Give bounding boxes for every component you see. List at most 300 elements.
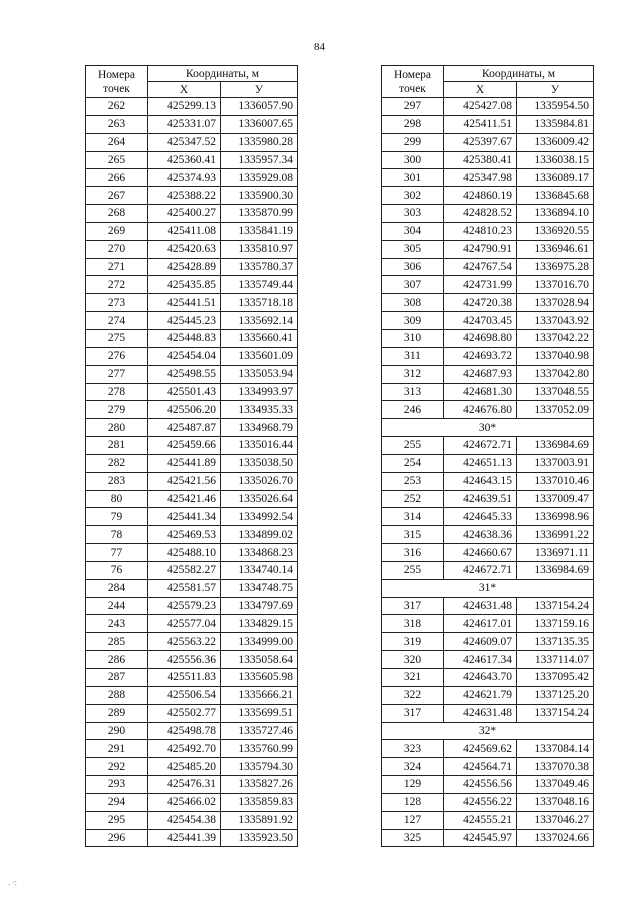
point-number: 271 xyxy=(86,258,148,276)
y-coordinate: 1335891.92 xyxy=(221,811,298,829)
table-row xyxy=(86,437,298,455)
x-coordinate: 425347.52 xyxy=(148,133,221,151)
table-row xyxy=(86,811,298,829)
table-row xyxy=(86,597,298,615)
x-coordinate: 424556.56 xyxy=(444,776,517,794)
page-number: 84 xyxy=(314,41,325,53)
point-number: 128 xyxy=(382,793,444,811)
x-coordinate: 424643.15 xyxy=(444,472,517,490)
point-number: 303 xyxy=(382,205,444,223)
x-coordinate: 424555.21 xyxy=(444,811,517,829)
x-coordinate: 425360.41 xyxy=(148,151,221,169)
point-number: 264 xyxy=(86,133,148,151)
x-coordinate: 425374.93 xyxy=(148,169,221,187)
x-coordinate: 425556.36 xyxy=(148,651,221,669)
y-coordinate: 1334935.33 xyxy=(221,401,298,419)
y-coordinate: 1337040.98 xyxy=(517,347,594,365)
point-number: 280 xyxy=(86,419,148,437)
point-number: 275 xyxy=(86,329,148,347)
point-number: 263 xyxy=(86,115,148,133)
point-number: 279 xyxy=(86,401,148,419)
point-number: 310 xyxy=(382,329,444,347)
point-number: 244 xyxy=(86,597,148,615)
point-number: 79 xyxy=(86,508,148,526)
header-y: У xyxy=(221,82,298,98)
point-number: 286 xyxy=(86,651,148,669)
table-row xyxy=(382,740,594,758)
table-row xyxy=(86,544,298,562)
table-row xyxy=(382,776,594,794)
y-coordinate: 1336975.28 xyxy=(517,258,594,276)
y-coordinate: 1335016.44 xyxy=(221,437,298,455)
point-number: 288 xyxy=(86,686,148,704)
x-coordinate: 424651.13 xyxy=(444,454,517,472)
x-coordinate: 424672.71 xyxy=(444,437,517,455)
table-row xyxy=(382,98,594,116)
y-coordinate: 1334797.69 xyxy=(221,597,298,615)
point-number: 129 xyxy=(382,776,444,794)
point-number: 292 xyxy=(86,758,148,776)
y-coordinate: 1336007.65 xyxy=(221,115,298,133)
x-coordinate: 424860.19 xyxy=(444,187,517,205)
point-number: 299 xyxy=(382,133,444,151)
x-coordinate: 425579.23 xyxy=(148,597,221,615)
table-row xyxy=(382,329,594,347)
x-coordinate: 424676.80 xyxy=(444,401,517,419)
y-coordinate: 1335727.46 xyxy=(221,722,298,740)
table-row xyxy=(86,686,298,704)
point-number: 307 xyxy=(382,276,444,294)
x-coordinate: 425388.22 xyxy=(148,187,221,205)
point-number: 262 xyxy=(86,98,148,116)
point-number: 305 xyxy=(382,240,444,258)
y-coordinate: 1337042.22 xyxy=(517,329,594,347)
table-row xyxy=(86,615,298,633)
table-row xyxy=(86,776,298,794)
y-coordinate: 1335026.70 xyxy=(221,472,298,490)
y-coordinate: 1337070.38 xyxy=(517,758,594,776)
table-row xyxy=(86,508,298,526)
table-body-left xyxy=(86,66,298,847)
table-row xyxy=(86,419,298,437)
point-number: 320 xyxy=(382,651,444,669)
table-row xyxy=(382,437,594,455)
point-number: 325 xyxy=(382,829,444,847)
x-coordinate: 424617.01 xyxy=(444,615,517,633)
table-row xyxy=(86,579,298,597)
point-number: 76 xyxy=(86,561,148,579)
y-coordinate: 1337048.16 xyxy=(517,793,594,811)
table-row xyxy=(382,115,594,133)
x-coordinate: 425506.20 xyxy=(148,401,221,419)
section-label: 31* xyxy=(382,579,594,597)
y-coordinate: 1335760.99 xyxy=(221,740,298,758)
point-number: 281 xyxy=(86,437,148,455)
table-row xyxy=(86,98,298,116)
point-number: 296 xyxy=(86,829,148,847)
point-number: 272 xyxy=(86,276,148,294)
y-coordinate: 1335605.98 xyxy=(221,669,298,687)
x-coordinate: 425380.41 xyxy=(444,151,517,169)
y-coordinate: 1335957.34 xyxy=(221,151,298,169)
y-coordinate: 1336894.10 xyxy=(517,205,594,223)
x-coordinate: 425448.83 xyxy=(148,329,221,347)
point-number: 290 xyxy=(86,722,148,740)
point-number: 80 xyxy=(86,490,148,508)
point-number: 300 xyxy=(382,151,444,169)
table-row xyxy=(382,401,594,419)
table-row xyxy=(382,811,594,829)
table-row xyxy=(382,829,594,847)
x-coordinate: 424621.79 xyxy=(444,686,517,704)
point-number: 77 xyxy=(86,544,148,562)
point-number: 276 xyxy=(86,347,148,365)
point-number: 298 xyxy=(382,115,444,133)
point-number: 277 xyxy=(86,365,148,383)
point-number: 254 xyxy=(382,454,444,472)
header-x: X xyxy=(148,82,221,98)
y-coordinate: 1335666.21 xyxy=(221,686,298,704)
x-coordinate: 424703.45 xyxy=(444,312,517,330)
point-number: 287 xyxy=(86,669,148,687)
table-row xyxy=(382,365,594,383)
y-coordinate: 1335859.83 xyxy=(221,793,298,811)
y-coordinate: 1336998.96 xyxy=(517,508,594,526)
table-row xyxy=(382,169,594,187)
table-row xyxy=(382,633,594,651)
x-coordinate: 424672.71 xyxy=(444,561,517,579)
point-number: 301 xyxy=(382,169,444,187)
table-row xyxy=(86,240,298,258)
point-number: 302 xyxy=(382,187,444,205)
x-coordinate: 424767.54 xyxy=(444,258,517,276)
x-coordinate: 424631.48 xyxy=(444,597,517,615)
point-number: 317 xyxy=(382,597,444,615)
table-row xyxy=(382,151,594,169)
table-row xyxy=(86,258,298,276)
table-row xyxy=(382,490,594,508)
point-number: 309 xyxy=(382,312,444,330)
y-coordinate: 1335794.30 xyxy=(221,758,298,776)
x-coordinate: 424556.22 xyxy=(444,793,517,811)
x-coordinate: 424681.30 xyxy=(444,383,517,401)
y-coordinate: 1334748.75 xyxy=(221,579,298,597)
y-coordinate: 1335058.64 xyxy=(221,651,298,669)
point-number: 308 xyxy=(382,294,444,312)
table-row xyxy=(382,615,594,633)
y-coordinate: 1336845.68 xyxy=(517,187,594,205)
x-coordinate: 424638.36 xyxy=(444,526,517,544)
table-row xyxy=(86,276,298,294)
coordinates-table-right xyxy=(381,65,594,847)
table-row xyxy=(382,205,594,223)
y-coordinate: 1337049.46 xyxy=(517,776,594,794)
x-coordinate: 425441.89 xyxy=(148,454,221,472)
table-row xyxy=(382,133,594,151)
y-coordinate: 1337159.16 xyxy=(517,615,594,633)
point-number: 312 xyxy=(382,365,444,383)
table-row xyxy=(86,401,298,419)
x-coordinate: 425454.04 xyxy=(148,347,221,365)
x-coordinate: 425347.98 xyxy=(444,169,517,187)
point-number: 78 xyxy=(86,526,148,544)
table-row xyxy=(86,329,298,347)
scan-marks: . ·: xyxy=(8,878,17,887)
x-coordinate: 424693.72 xyxy=(444,347,517,365)
table-row xyxy=(382,187,594,205)
header-coordinates: Координаты, м xyxy=(148,66,298,82)
table-row xyxy=(86,294,298,312)
table-row xyxy=(86,169,298,187)
header-y: У xyxy=(517,82,594,98)
x-coordinate: 424731.99 xyxy=(444,276,517,294)
y-coordinate: 1337010.46 xyxy=(517,472,594,490)
y-coordinate: 1334899.02 xyxy=(221,526,298,544)
y-coordinate: 1336038.15 xyxy=(517,151,594,169)
section-row xyxy=(382,722,594,740)
table-row xyxy=(86,205,298,223)
table-row xyxy=(86,793,298,811)
y-coordinate: 1337009.47 xyxy=(517,490,594,508)
table-row xyxy=(382,669,594,687)
y-coordinate: 1335923.50 xyxy=(221,829,298,847)
table-row xyxy=(86,222,298,240)
point-number: 267 xyxy=(86,187,148,205)
table-row xyxy=(86,312,298,330)
x-coordinate: 425421.46 xyxy=(148,490,221,508)
x-coordinate: 425563.22 xyxy=(148,633,221,651)
x-coordinate: 424645.33 xyxy=(444,508,517,526)
x-coordinate: 425411.08 xyxy=(148,222,221,240)
y-coordinate: 1336009.42 xyxy=(517,133,594,151)
table-row xyxy=(382,651,594,669)
y-coordinate: 1337154.24 xyxy=(517,597,594,615)
y-coordinate: 1334993.97 xyxy=(221,383,298,401)
y-coordinate: 1335692.14 xyxy=(221,312,298,330)
header-row xyxy=(382,66,594,82)
point-number: 265 xyxy=(86,151,148,169)
table-row xyxy=(382,758,594,776)
x-coordinate: 424564.71 xyxy=(444,758,517,776)
x-coordinate: 425411.51 xyxy=(444,115,517,133)
point-number: 266 xyxy=(86,169,148,187)
table-row xyxy=(86,365,298,383)
point-number: 289 xyxy=(86,704,148,722)
y-coordinate: 1337046.27 xyxy=(517,811,594,829)
y-coordinate: 1337095.42 xyxy=(517,669,594,687)
y-coordinate: 1337052.09 xyxy=(517,401,594,419)
point-number: 313 xyxy=(382,383,444,401)
table-row xyxy=(86,740,298,758)
x-coordinate: 424609.07 xyxy=(444,633,517,651)
y-coordinate: 1337042.80 xyxy=(517,365,594,383)
point-number: 246 xyxy=(382,401,444,419)
x-coordinate: 425581.57 xyxy=(148,579,221,597)
x-coordinate: 425459.66 xyxy=(148,437,221,455)
point-number: 255 xyxy=(382,561,444,579)
x-coordinate: 425441.51 xyxy=(148,294,221,312)
table-row xyxy=(86,633,298,651)
x-coordinate: 424631.48 xyxy=(444,704,517,722)
x-coordinate: 425476.31 xyxy=(148,776,221,794)
table-row xyxy=(86,651,298,669)
point-number: 323 xyxy=(382,740,444,758)
x-coordinate: 424639.51 xyxy=(444,490,517,508)
y-coordinate: 1335870.99 xyxy=(221,205,298,223)
y-coordinate: 1337003.91 xyxy=(517,454,594,472)
y-coordinate: 1335980.28 xyxy=(221,133,298,151)
table-row xyxy=(382,383,594,401)
point-number: 268 xyxy=(86,205,148,223)
x-coordinate: 424545.97 xyxy=(444,829,517,847)
point-number: 315 xyxy=(382,526,444,544)
table-row xyxy=(86,383,298,401)
point-number: 283 xyxy=(86,472,148,490)
y-coordinate: 1335699.51 xyxy=(221,704,298,722)
point-number: 291 xyxy=(86,740,148,758)
table-row xyxy=(382,508,594,526)
x-coordinate: 425427.08 xyxy=(444,98,517,116)
table-row xyxy=(86,454,298,472)
point-number: 314 xyxy=(382,508,444,526)
table-row xyxy=(382,472,594,490)
table-row xyxy=(86,187,298,205)
section-row xyxy=(382,579,594,597)
table-row xyxy=(382,526,594,544)
y-coordinate: 1336991.22 xyxy=(517,526,594,544)
y-coordinate: 1335929.08 xyxy=(221,169,298,187)
y-coordinate: 1335749.44 xyxy=(221,276,298,294)
y-coordinate: 1335601.09 xyxy=(221,347,298,365)
y-coordinate: 1334999.00 xyxy=(221,633,298,651)
table-row xyxy=(86,722,298,740)
x-coordinate: 425485.20 xyxy=(148,758,221,776)
point-number: 319 xyxy=(382,633,444,651)
y-coordinate: 1335053.94 xyxy=(221,365,298,383)
table-row xyxy=(382,312,594,330)
y-coordinate: 1336984.69 xyxy=(517,437,594,455)
point-number: 294 xyxy=(86,793,148,811)
x-coordinate: 424617.34 xyxy=(444,651,517,669)
point-number: 284 xyxy=(86,579,148,597)
x-coordinate: 424569.62 xyxy=(444,740,517,758)
point-number: 322 xyxy=(382,686,444,704)
y-coordinate: 1335900.30 xyxy=(221,187,298,205)
point-number: 316 xyxy=(382,544,444,562)
y-coordinate: 1337125.20 xyxy=(517,686,594,704)
point-number: 273 xyxy=(86,294,148,312)
y-coordinate: 1335660.41 xyxy=(221,329,298,347)
x-coordinate: 425445.23 xyxy=(148,312,221,330)
y-coordinate: 1335026.64 xyxy=(221,490,298,508)
x-coordinate: 425420.63 xyxy=(148,240,221,258)
header-row xyxy=(86,66,298,82)
table-row xyxy=(86,561,298,579)
y-coordinate: 1336946.61 xyxy=(517,240,594,258)
x-coordinate: 425498.78 xyxy=(148,722,221,740)
coordinates-table-left xyxy=(85,65,298,847)
y-coordinate: 1337114.07 xyxy=(517,651,594,669)
y-coordinate: 1334968.79 xyxy=(221,419,298,437)
x-coordinate: 424810.23 xyxy=(444,222,517,240)
table-row xyxy=(86,347,298,365)
point-number: 318 xyxy=(382,615,444,633)
table-row xyxy=(382,222,594,240)
table-row xyxy=(382,793,594,811)
header-x: X xyxy=(444,82,517,98)
x-coordinate: 425454.38 xyxy=(148,811,221,829)
table-row xyxy=(382,347,594,365)
y-coordinate: 1335827.26 xyxy=(221,776,298,794)
point-number: 317 xyxy=(382,704,444,722)
table-row xyxy=(382,561,594,579)
x-coordinate: 425487.87 xyxy=(148,419,221,437)
header-coordinates: Координаты, м xyxy=(444,66,594,82)
x-coordinate: 425511.83 xyxy=(148,669,221,687)
point-number: 321 xyxy=(382,669,444,687)
point-number: 293 xyxy=(86,776,148,794)
y-coordinate: 1337048.55 xyxy=(517,383,594,401)
y-coordinate: 1335718.18 xyxy=(221,294,298,312)
y-coordinate: 1334740.14 xyxy=(221,561,298,579)
y-coordinate: 1336089.17 xyxy=(517,169,594,187)
x-coordinate: 424698.80 xyxy=(444,329,517,347)
point-number: 253 xyxy=(382,472,444,490)
point-number: 278 xyxy=(86,383,148,401)
point-number: 127 xyxy=(382,811,444,829)
y-coordinate: 1335841.19 xyxy=(221,222,298,240)
x-coordinate: 425469.53 xyxy=(148,526,221,544)
table-row xyxy=(86,115,298,133)
table-row xyxy=(382,686,594,704)
y-coordinate: 1337016.70 xyxy=(517,276,594,294)
point-number: 282 xyxy=(86,454,148,472)
table-body-right xyxy=(382,66,594,847)
x-coordinate: 425501.43 xyxy=(148,383,221,401)
section-row xyxy=(382,419,594,437)
x-coordinate: 425577.04 xyxy=(148,615,221,633)
point-number: 243 xyxy=(86,615,148,633)
table-row xyxy=(382,597,594,615)
x-coordinate: 425582.27 xyxy=(148,561,221,579)
x-coordinate: 425441.39 xyxy=(148,829,221,847)
x-coordinate: 424720.38 xyxy=(444,294,517,312)
y-coordinate: 1335038.50 xyxy=(221,454,298,472)
point-number: 306 xyxy=(382,258,444,276)
point-number: 297 xyxy=(382,98,444,116)
x-coordinate: 424660.67 xyxy=(444,544,517,562)
table-row xyxy=(382,704,594,722)
point-number: 311 xyxy=(382,347,444,365)
y-coordinate: 1335984.81 xyxy=(517,115,594,133)
point-number: 304 xyxy=(382,222,444,240)
point-number: 269 xyxy=(86,222,148,240)
y-coordinate: 1337135.35 xyxy=(517,633,594,651)
y-coordinate: 1337028.94 xyxy=(517,294,594,312)
x-coordinate: 425498.55 xyxy=(148,365,221,383)
point-number: 324 xyxy=(382,758,444,776)
section-label: 32* xyxy=(382,722,594,740)
table-row xyxy=(86,669,298,687)
x-coordinate: 424828.52 xyxy=(444,205,517,223)
y-coordinate: 1337024.66 xyxy=(517,829,594,847)
table-row xyxy=(382,454,594,472)
y-coordinate: 1336057.90 xyxy=(221,98,298,116)
point-number: 252 xyxy=(382,490,444,508)
table-row xyxy=(86,133,298,151)
x-coordinate: 424790.91 xyxy=(444,240,517,258)
y-coordinate: 1334829.15 xyxy=(221,615,298,633)
